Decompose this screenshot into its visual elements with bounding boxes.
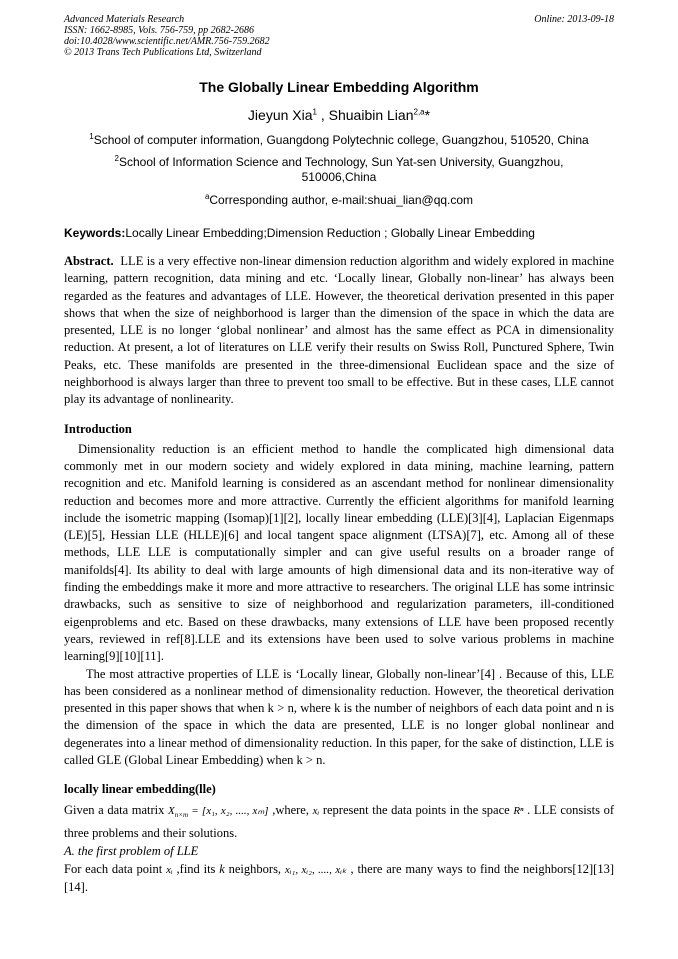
corresponding-text[interactable]: Corresponding author, e-mail:shuai_lian@qq.com	[209, 193, 474, 207]
abstract-text: LLE is a very effective non-linear dimension reduction algorithm and widely explored in machine learning, pattern recognition, data mining and etc. ‘Locally linear, Globally non-linear’ has always been regarded as the features and advantages of LLE. However, the theoretical derivation presented in this paper shows that when the size of neighborhood is larger than the dimension of the space in which the data are presented, LLE is no longer ‘global nonlinear’ and almost has the same effect as PCA in dimensionality reduction. At present, a lot of literatures on LLE verify their results on Swiss Roll, Punctured Sphere, Twin Peaks, etc. These manifolds are presented in the three-dimensional Euclidean space and the size of neighborhood is always larger than three to prevent too small to be effective. But in these cases, LLE cannot play its advantage of nonlinearity.	[64, 254, 615, 407]
affiliation-1-sup: 1	[89, 132, 94, 141]
paper-title: The Globally Linear Embedding Algorithm	[199, 79, 479, 95]
affiliation-2-sup: 2	[114, 154, 119, 163]
corresponding-author	[64, 193, 614, 208]
space-symbol: Rⁿ	[513, 805, 524, 818]
matrix-symbol: X	[168, 805, 175, 818]
issn-line: ISSN: 1662-8985, Vols. 756-759, pp 2682-2686	[64, 25, 254, 36]
journal-header	[64, 14, 614, 25]
lle-paragraph-1	[64, 802, 614, 842]
lle-p2-a: For each data point	[64, 862, 167, 877]
copyright-line: © 2013 Trans Tech Publications Ltd, Switzerland	[64, 47, 262, 58]
doi-line[interactable]: doi:10.4028/www.scientific.net/AMR.756-759.2682	[64, 36, 270, 47]
lle-p1-c: represent the data points in the space	[319, 803, 514, 818]
section-heading-lle: locally linear embedding(lle)	[64, 782, 216, 797]
affiliation-1-text: School of computer information, Guangdong Polytechnic college, Guangzhou, 510520, China	[93, 133, 589, 147]
lle-paragraph-2	[64, 861, 614, 897]
lle-p1-d: . LLE consists of three problems and their solutions.	[64, 803, 614, 840]
lle-p2-c: neighbors,	[224, 862, 285, 877]
keywords-label: Keywords:	[64, 226, 126, 240]
corresponding-sup: a	[204, 192, 210, 201]
publication-metadata	[64, 25, 614, 58]
author-2: Shuaibin Lian	[328, 107, 414, 123]
online-date: Online: 2013-09-18	[534, 14, 614, 25]
lle-p1-b: ,where,	[268, 803, 313, 818]
author-1-sup: 1	[312, 107, 317, 117]
neighbors-expression: xᵢ₁, xᵢ₂, ...., xᵢₖ	[284, 864, 347, 877]
author-separator: ,	[316, 107, 329, 123]
keywords-text: Locally Linear Embedding;Dimension Reduction ; Globally Linear Embedding	[125, 226, 535, 240]
xi-symbol: xᵢ	[312, 805, 320, 818]
matrix-rhs: = [x₁, x₂, ...., xₘ]	[188, 805, 269, 818]
author-line	[64, 107, 614, 123]
subsection-a-heading: A. the first problem of LLE	[64, 844, 199, 859]
author-2-sup: 2,a	[413, 107, 425, 117]
section-heading-introduction: Introduction	[64, 421, 132, 436]
abstract	[64, 253, 614, 409]
abstract-label: Abstract.	[64, 254, 114, 268]
affiliation-1	[64, 133, 614, 148]
intro-paragraph-2: The most attractive properties of LLE is ‘Locally linear, Globally non-linear’[4] . Because of this, LLE has been considered as a nonlinear method of dimensionality reduction. However, the theoretical derivation presented in this paper shows that when k > n, where k is the number of neighbors of each data point and n is the dimension of the space in which the data are presented, LLE is no longer global nonlinear and degenerates into a linear method of dimensionality reduction. In this paper, for the sake of distinction, LLE is called GLE (Global Linear Embedding) when k > n.	[64, 666, 614, 768]
matrix-subscript: n×m	[174, 811, 189, 820]
keywords	[64, 226, 614, 240]
affiliation-2-text: School of Information Science and Technology, Sun Yat-sen University, Guangzhou, 510006,China	[118, 155, 564, 184]
lle-p2-d: , there are many ways to find the neighbors[12][13][14].	[64, 862, 614, 895]
lle-p1-a: Given a data matrix	[64, 803, 168, 818]
journal-name: Advanced Materials Research	[64, 14, 185, 25]
k-symbol: k	[219, 862, 225, 877]
author-1: Jieyun Xia	[247, 107, 313, 123]
corresponding-star: *	[424, 107, 431, 123]
data-matrix-expression	[168, 805, 269, 820]
intro-paragraph-1: Dimensionality reduction is an efficient method to handle the complicated high dimensional data commonly met in our modern society and widely explored in data mining, machine learning, pattern recognition and etc. Manifold learning is considered as an ascendant method for nonlinear dimensionality reduction and becomes more and more attractive. Currently the efficient algorithms for manifold learning include the isometric mapping (Isomap)[1][2], locally linear embedding (LLE)[3][4], Laplacian Eigenmaps (LE)[5], Hessian LLE (HLLE)[6] and local tangent space alignment (LTSA)[7], etc. Among all of these methods, LLE LLE is computationally simpler and can give useful results on a broader range of manifolds[4]. Its ability to deal with large amounts of high dimensional data and its non-iterative way of finding the embeddings make it more and more attractive to researchers. The original LLE has some intrinsic drawbacks, such as sensitive to size of neighborhood and regularization parameters, ill-conditioned eigenproblems and etc. Based on these drawbacks, many extensions of LLE have been proposed recently years, reviewed in ref[8].LLE and its extensions have been used to solve various problems in machine learning[9][10][11].	[64, 441, 614, 664]
lle-p2-b: ,find its	[172, 862, 220, 877]
affiliation-2	[64, 155, 614, 185]
xi-symbol-2: xᵢ	[166, 864, 173, 877]
